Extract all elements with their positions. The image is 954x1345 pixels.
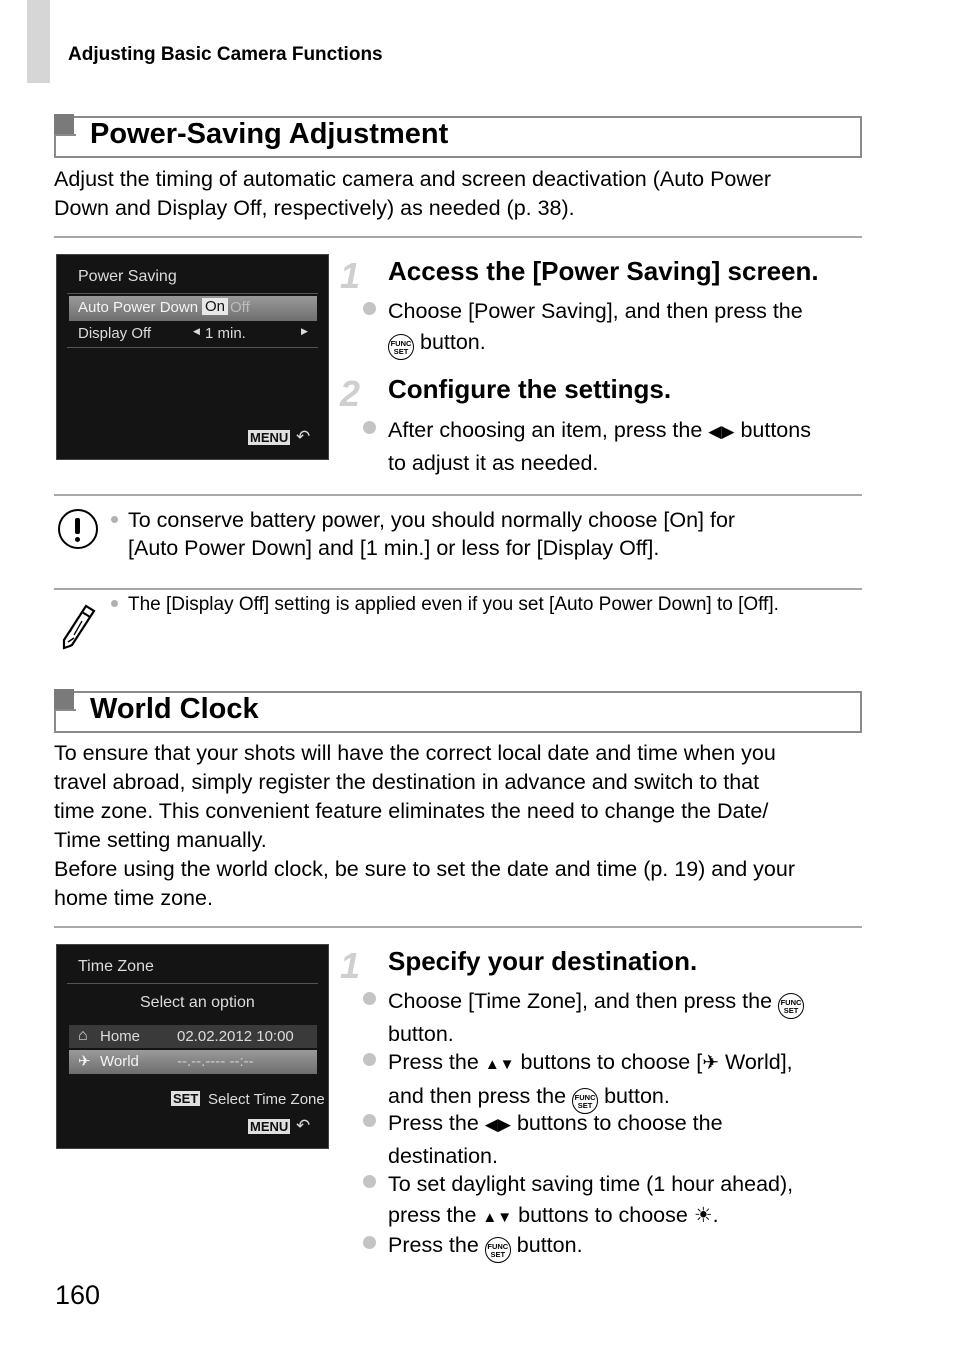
intro-line: Before using the world clock, be sure to set the date and time (p. 19) and your bbox=[54, 857, 795, 881]
left-right-arrows-icon: ◀▶ bbox=[484, 1115, 511, 1134]
camera-screen-power-saving bbox=[56, 254, 329, 460]
return-icon: ↶ bbox=[296, 1116, 311, 1135]
intro-line: home time zone. bbox=[54, 886, 213, 910]
intro-line: time zone. This convenient feature eliminates the need to change the Date/ bbox=[54, 799, 769, 823]
intro-line: Down and Display Off, respectively) as needed (p. 38). bbox=[54, 196, 575, 220]
set-button-label: SET bbox=[173, 1091, 199, 1106]
step-number: 2 bbox=[340, 373, 361, 414]
home-icon: ⌂ bbox=[78, 1027, 88, 1044]
home-value: 02.02.2012 10:00 bbox=[177, 1028, 294, 1045]
bullet bbox=[111, 516, 118, 523]
screen-title: Time Zone bbox=[78, 958, 154, 975]
return-icon: ↶ bbox=[296, 427, 311, 446]
option-off: Off bbox=[230, 299, 250, 316]
step-number: 1 bbox=[340, 945, 361, 986]
intro-line: To ensure that your shots will have the correct local date and time when you bbox=[54, 741, 776, 765]
step-instruction: Press the ▲▼ buttons to choose [✈ World], and then press the FUNC SET button. bbox=[388, 1047, 863, 1114]
screen-subtitle: Select an option bbox=[140, 994, 255, 1011]
menu-button-label: MENU bbox=[250, 1119, 289, 1134]
menu-button-label: MENU bbox=[250, 430, 289, 445]
step-instruction: Choose [Power Saving], and then press the FUNC SET button. bbox=[388, 296, 863, 360]
home-label: Home bbox=[100, 1028, 141, 1045]
caution-text: To conserve battery power, you should normally choose [On] for bbox=[128, 508, 736, 532]
memo-text: The [Display Off] setting is applied even if you set [Auto Power Down] to [Off]. bbox=[128, 594, 779, 615]
func-set-icon: FUNC SET bbox=[572, 1088, 598, 1114]
bullet bbox=[363, 302, 376, 315]
divider bbox=[54, 494, 862, 496]
step-instruction: Choose [Time Zone], and then press the FUNC SET button. bbox=[388, 986, 863, 1050]
camera-screen-time-zone bbox=[56, 944, 329, 1149]
bullet bbox=[363, 1114, 376, 1127]
option-on: On bbox=[202, 298, 228, 315]
step-instruction: To set daylight saving time (1 hour ahead), press the ▲▼ buttons to choose ☀. bbox=[388, 1172, 794, 1227]
left-right-arrows-icon: ◀▶ bbox=[708, 422, 735, 441]
world-value: --.--.---- --:-- bbox=[177, 1053, 254, 1070]
section-marker-icon bbox=[54, 114, 74, 134]
bullet bbox=[363, 1175, 376, 1188]
row-label: Auto Power Down bbox=[78, 299, 199, 316]
func-set-icon: FUNC SET bbox=[778, 993, 804, 1019]
running-head: Adjusting Basic Camera Functions bbox=[68, 44, 383, 65]
airplane-icon: ✈ bbox=[78, 1053, 91, 1070]
step-number: 1 bbox=[340, 255, 361, 296]
func-set-icon: FUNC SET bbox=[388, 334, 414, 360]
caution-text: [Auto Power Down] and [1 min.] or less for [Display Off]. bbox=[128, 536, 660, 560]
step-instruction: Press the ◀▶ buttons to choose the destination. bbox=[388, 1111, 723, 1168]
bullet bbox=[363, 421, 376, 434]
intro-line: Time setting manually. bbox=[54, 828, 267, 852]
set-hint: Select Time Zone bbox=[208, 1091, 325, 1108]
page-number: 160 bbox=[55, 1280, 101, 1310]
bullet bbox=[363, 1236, 376, 1249]
bullet bbox=[363, 992, 376, 1005]
screen-title: Power Saving bbox=[78, 268, 177, 285]
arrow-right-icon: ▶ bbox=[301, 326, 308, 336]
world-label: World bbox=[100, 1053, 139, 1070]
row-label: Display Off bbox=[78, 325, 152, 342]
section-marker-icon bbox=[54, 689, 74, 709]
section-title: Power-Saving Adjustment bbox=[90, 118, 449, 150]
bullet bbox=[111, 600, 118, 607]
up-down-arrows-icon: ▲▼ bbox=[484, 1056, 515, 1073]
daylight-saving-sun-icon: ☀ bbox=[693, 1203, 713, 1227]
caution-icon bbox=[58, 509, 98, 549]
section-title: World Clock bbox=[90, 693, 259, 725]
func-set-icon: FUNC SET bbox=[485, 1237, 511, 1263]
divider bbox=[54, 236, 862, 238]
airplane-icon: ✈ bbox=[702, 1052, 719, 1074]
up-down-arrows-icon: ▲▼ bbox=[482, 1208, 513, 1226]
arrow-left-icon: ◀ bbox=[193, 326, 200, 336]
step-title: Configure the settings. bbox=[388, 374, 672, 404]
intro-line: travel abroad, simply register the destination in advance and switch to that bbox=[54, 770, 760, 794]
row-value: 1 min. bbox=[205, 325, 246, 342]
step-title: Access the [Power Saving] screen. bbox=[388, 256, 819, 286]
step-title: Specify your destination. bbox=[388, 946, 698, 976]
step-instruction: Press the FUNC SET button. bbox=[388, 1230, 863, 1263]
step-instruction: After choosing an item, press the ◀▶ buttons to adjust it as needed. bbox=[388, 418, 811, 475]
page-tab-marker bbox=[27, 0, 50, 83]
intro-line: Adjust the timing of automatic camera and screen deactivation (Auto Power bbox=[54, 167, 772, 191]
divider bbox=[54, 926, 862, 928]
bullet bbox=[363, 1053, 376, 1066]
pencil-icon bbox=[58, 600, 100, 650]
divider bbox=[54, 588, 862, 590]
